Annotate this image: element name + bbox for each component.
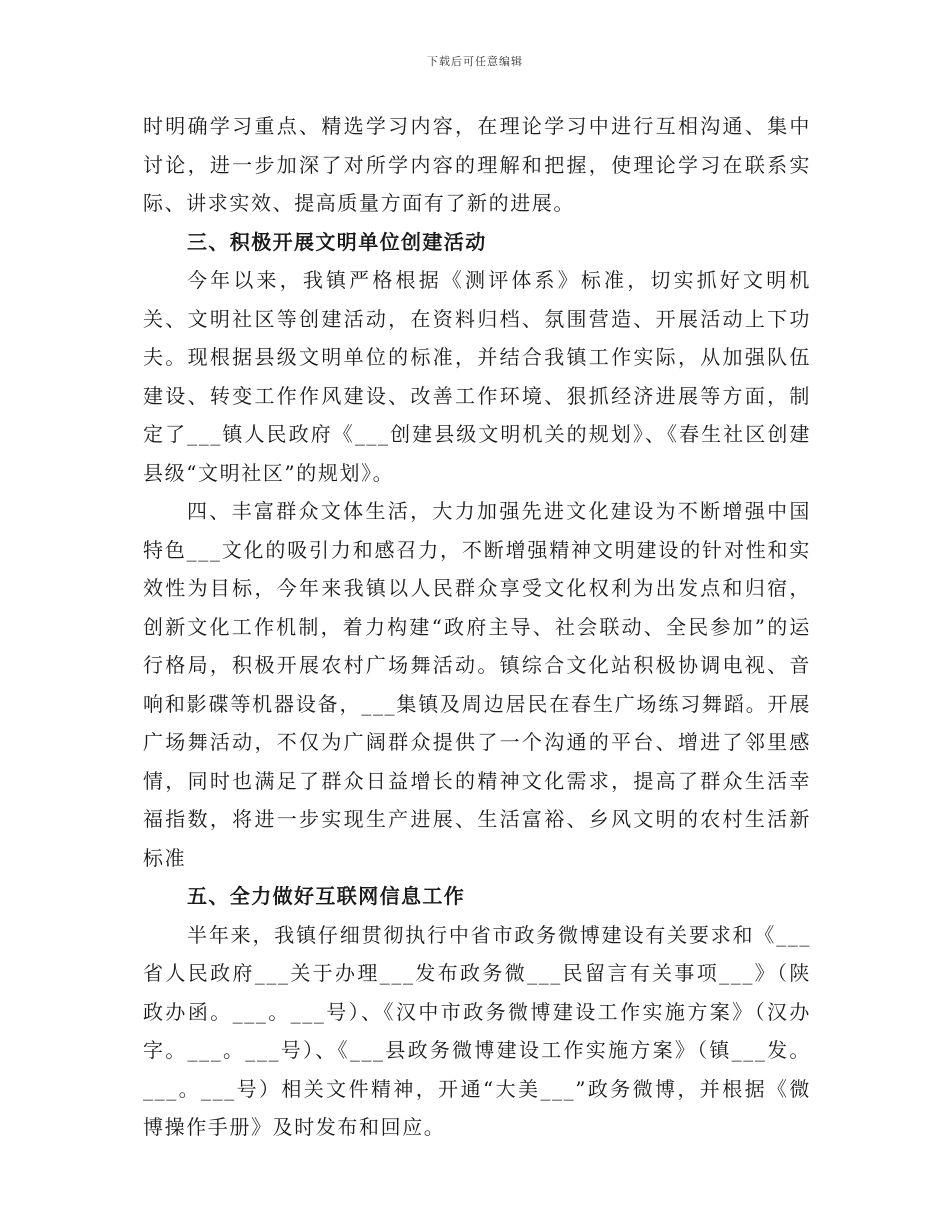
- paragraph-internet-info: 半年来，我镇仔细贯彻执行中省市政务微博建设有关要求和《___省人民政府___关于办理___发布政务微___民留言有关事项___》（陕政办函。___。___号）、《汉中市政务微博建设工作实施方案》（汉办字。___。___号）、《___县政务微博建设工作实施方案》（镇___发。___。___号）相关文件精神，开通“大美___”政务微博，并根据《微博操作手册》及时发布和回应。: [143, 922, 811, 1139]
- section-heading-5: 五、全力做好互联网信息工作: [187, 884, 466, 908]
- page-header: 下载后可任意编辑: [427, 55, 523, 68]
- section-heading-3: 三、积极开展文明单位创建活动: [187, 229, 487, 254]
- document-body: [143, 107, 811, 1147]
- paragraph-cultural-life: 四、丰富群众文体生活，大力加强先进文化建设为不断增强中国特色___文化的吸引力和感召力，不断增强精神文明建设的针对性和实效性为目标，今年来我镇以人民群众享受文化权利为出发点和归宿，创新文化工作机制，着力构建“政府主导、社会联动、全民参加”的运行格局，积极开展农村广场舞活动。镇综合文化站积极协调电视、音响和影碟等机器设备，___集镇及周边居民在春生广场练习舞蹈。开展广场舞活动，不仅为广阔群众提供了一个沟通的平台、增进了邻里感情，同时也满足了群众日益增长的精神文化需求，提高了群众生活幸福指数，将进一步实现生产进展、生活富裕、乡风文明的农村生活新标准: [143, 499, 811, 870]
- paragraph-civilization-units: 今年以来，我镇严格根据《测评体系》标准，切实抓好文明机关、文明社区等创建活动，在资料归档、氛围营造、开展活动上下功夫。现根据县级文明单位的标准，并结合我镇工作实际，从加强队伍建设、转变工作作风建设、改善工作环境、狠抓经济进展等方面，制定了___镇人民政府《___创建县级文明机关的规划》、《春生社区创建县级“文明社区”的规划》。: [143, 268, 811, 485]
- paragraph-continued: 时明确学习重点、精选学习内容，在理论学习中进行互相沟通、集中讨论，进一步加深了对所学内容的理解和把握，使理论学习在联系实际、讲求实效、提高质量方面有了新的进展。: [143, 114, 811, 215]
